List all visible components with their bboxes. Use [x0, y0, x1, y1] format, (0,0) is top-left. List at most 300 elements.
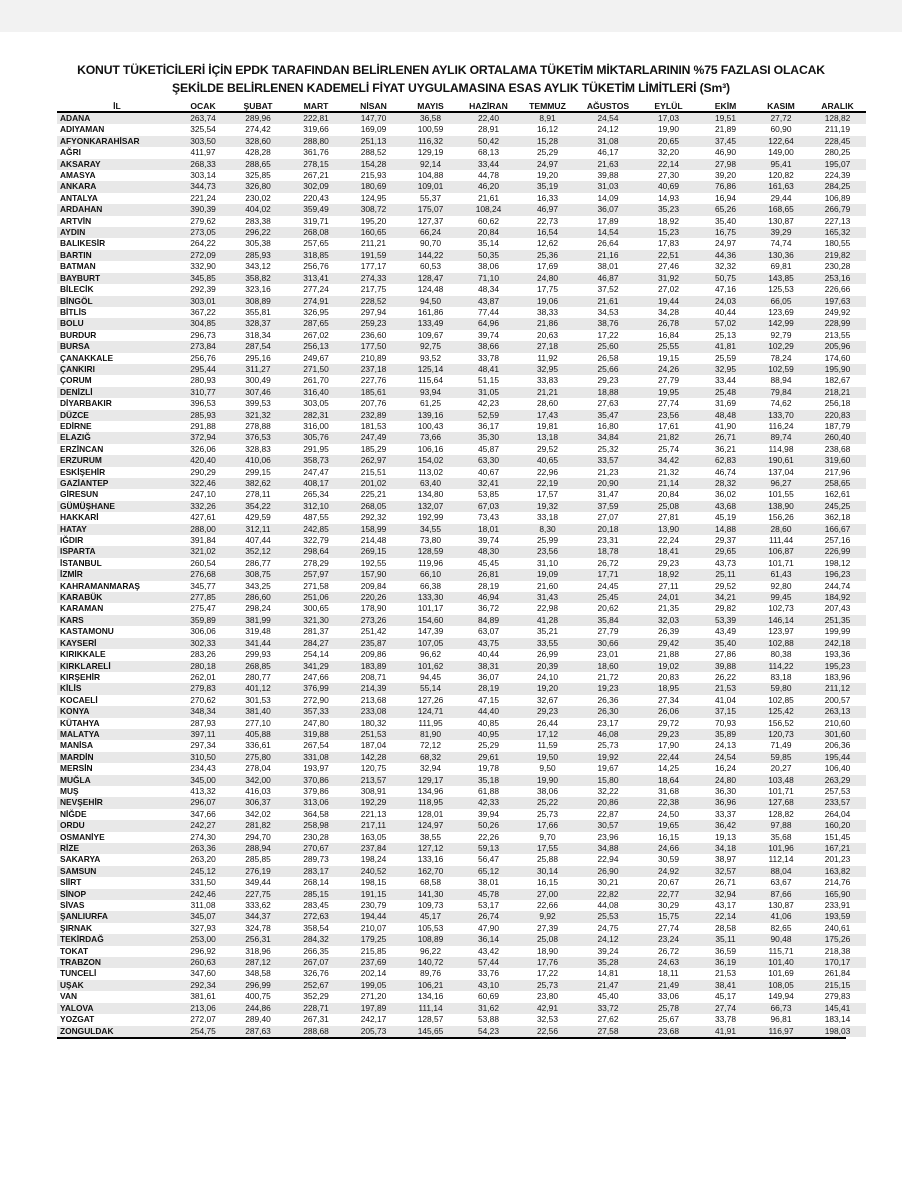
- monthly-limit-cell: 96,81: [753, 1014, 809, 1025]
- monthly-limit-cell: 226,66: [809, 284, 866, 295]
- monthly-limit-cell: 429,59: [229, 512, 287, 523]
- province-name-cell: KASTAMONU: [57, 626, 177, 637]
- monthly-limit-cell: 16,12: [518, 124, 577, 135]
- monthly-limit-cell: 345,07: [177, 911, 229, 922]
- monthly-limit-cell: 211,19: [809, 124, 866, 135]
- monthly-limit-cell: 17,55: [518, 843, 577, 854]
- monthly-limit-cell: 257,97: [287, 569, 345, 580]
- monthly-limit-cell: 283,17: [287, 866, 345, 877]
- province-name-cell: SİVAS: [57, 900, 177, 911]
- table-row: [57, 353, 866, 364]
- monthly-limit-cell: 187,79: [809, 421, 866, 432]
- monthly-limit-cell: 23,56: [639, 410, 698, 421]
- monthly-limit-cell: 25,32: [577, 444, 639, 455]
- table-row: [57, 718, 866, 729]
- monthly-limit-cell: 162,70: [402, 866, 459, 877]
- province-name-cell: AFYONKARAHİSAR: [57, 136, 177, 147]
- monthly-limit-cell: 211,21: [345, 238, 402, 249]
- monthly-limit-cell: 127,37: [402, 216, 459, 227]
- monthly-limit-cell: 319,88: [287, 729, 345, 740]
- province-name-cell: SAMSUN: [57, 866, 177, 877]
- monthly-limit-cell: 68,58: [402, 877, 459, 888]
- monthly-limit-cell: 21,72: [577, 672, 639, 683]
- monthly-limit-cell: 43,75: [459, 638, 518, 649]
- monthly-limit-cell: 19,92: [577, 752, 639, 763]
- monthly-limit-cell: 48,48: [698, 410, 753, 421]
- province-name-cell: KARAMAN: [57, 603, 177, 614]
- top-margin-band: [0, 0, 902, 32]
- monthly-limit-cell: 264,04: [809, 809, 866, 820]
- monthly-limit-cell: 21,63: [577, 159, 639, 170]
- monthly-limit-cell: 336,61: [229, 740, 287, 751]
- monthly-limit-cell: 294,70: [229, 832, 287, 843]
- monthly-limit-cell: 31,03: [577, 181, 639, 192]
- monthly-limit-cell: 405,88: [229, 729, 287, 740]
- monthly-limit-cell: 134,96: [402, 786, 459, 797]
- monthly-limit-cell: 47,90: [459, 923, 518, 934]
- province-name-cell: BİTLİS: [57, 307, 177, 318]
- monthly-limit-cell: 267,21: [287, 170, 345, 181]
- monthly-limit-cell: 359,89: [177, 615, 229, 626]
- monthly-limit-cell: 313,41: [287, 273, 345, 284]
- monthly-limit-cell: 163,82: [809, 866, 866, 877]
- monthly-limit-cell: 344,73: [177, 181, 229, 192]
- monthly-limit-cell: 285,93: [177, 410, 229, 421]
- monthly-limit-cell: 22,40: [459, 112, 518, 124]
- monthly-limit-cell: 180,55: [809, 238, 866, 249]
- monthly-limit-cell: 181,53: [345, 421, 402, 432]
- monthly-limit-cell: 125,53: [753, 284, 809, 295]
- monthly-limit-cell: 17,76: [518, 957, 577, 968]
- monthly-limit-cell: 233,57: [809, 797, 866, 808]
- monthly-limit-cell: 318,96: [229, 946, 287, 957]
- monthly-limit-cell: 52,59: [459, 410, 518, 421]
- monthly-limit-cell: 292,32: [345, 512, 402, 523]
- monthly-limit-cell: 21,49: [639, 980, 698, 991]
- table-row: [57, 341, 866, 352]
- monthly-limit-cell: 24,80: [518, 273, 577, 284]
- monthly-limit-cell: 307,46: [229, 387, 287, 398]
- monthly-limit-cell: 268,08: [287, 227, 345, 238]
- monthly-limit-cell: 147,70: [345, 112, 402, 124]
- monthly-limit-cell: 27,30: [639, 170, 698, 181]
- monthly-limit-cell: 267,07: [287, 957, 345, 968]
- table-row: [57, 364, 866, 375]
- monthly-limit-cell: 106,40: [809, 763, 866, 774]
- monthly-limit-cell: 56,47: [459, 854, 518, 865]
- monthly-limit-cell: 247,49: [345, 432, 402, 443]
- monthly-limit-cell: 22,14: [698, 911, 753, 922]
- table-row: [57, 1003, 866, 1014]
- table-row: [57, 204, 866, 215]
- monthly-limit-cell: 149,00: [753, 147, 809, 158]
- monthly-limit-cell: 51,15: [459, 375, 518, 386]
- monthly-limit-cell: 32,67: [518, 695, 577, 706]
- monthly-limit-cell: 44,36: [698, 250, 753, 261]
- monthly-limit-cell: 25,36: [518, 250, 577, 261]
- monthly-limit-cell: 113,02: [402, 467, 459, 478]
- monthly-limit-cell: 144,22: [402, 250, 459, 261]
- monthly-limit-cell: 68,13: [459, 147, 518, 158]
- monthly-limit-cell: 20,63: [518, 330, 577, 341]
- monthly-limit-cell: 19,06: [518, 296, 577, 307]
- monthly-limit-cell: 209,84: [345, 581, 402, 592]
- monthly-limit-cell: 352,12: [229, 546, 287, 557]
- table-row: [57, 729, 866, 740]
- monthly-limit-cell: 242,85: [287, 524, 345, 535]
- province-name-cell: BATMAN: [57, 261, 177, 272]
- monthly-limit-cell: 348,58: [229, 968, 287, 979]
- monthly-limit-cell: 87,66: [753, 889, 809, 900]
- table-row: [57, 512, 866, 523]
- table-row: [57, 820, 866, 831]
- province-name-cell: UŞAK: [57, 980, 177, 991]
- monthly-limit-cell: 196,23: [809, 569, 866, 580]
- monthly-limit-cell: 220,83: [809, 410, 866, 421]
- monthly-limit-cell: 19,90: [518, 775, 577, 786]
- monthly-limit-cell: 96,27: [753, 478, 809, 489]
- table-row: [57, 752, 866, 763]
- monthly-limit-cell: 381,99: [229, 615, 287, 626]
- monthly-limit-cell: 31,69: [698, 398, 753, 409]
- monthly-limit-cell: 344,37: [229, 911, 287, 922]
- monthly-limit-cell: 30,66: [577, 638, 639, 649]
- monthly-limit-cell: 245,12: [177, 866, 229, 877]
- monthly-limit-cell: 237,18: [345, 364, 402, 375]
- monthly-limit-cell: 26,74: [459, 911, 518, 922]
- monthly-limit-cell: 61,88: [459, 786, 518, 797]
- monthly-limit-cell: 33,83: [518, 375, 577, 386]
- province-name-cell: EDİRNE: [57, 421, 177, 432]
- monthly-limit-cell: 161,86: [402, 307, 459, 318]
- monthly-limit-cell: 123,69: [753, 307, 809, 318]
- province-name-cell: ADIYAMAN: [57, 124, 177, 135]
- monthly-limit-cell: 59,13: [459, 843, 518, 854]
- monthly-limit-cell: 23,01: [577, 649, 639, 660]
- table-row: [57, 444, 866, 455]
- monthly-limit-cell: 271,50: [287, 364, 345, 375]
- monthly-limit-cell: 92,80: [753, 581, 809, 592]
- monthly-limit-cell: 33,78: [459, 353, 518, 364]
- monthly-limit-cell: 43,42: [459, 946, 518, 957]
- monthly-limit-cell: 280,93: [177, 375, 229, 386]
- monthly-limit-cell: 106,87: [753, 546, 809, 557]
- table-row: [57, 695, 866, 706]
- monthly-limit-cell: 303,50: [177, 136, 229, 147]
- monthly-limit-cell: 39,20: [698, 170, 753, 181]
- monthly-limit-cell: 38,97: [698, 854, 753, 865]
- monthly-limit-cell: 283,26: [177, 649, 229, 660]
- monthly-limit-cell: 25,29: [518, 147, 577, 158]
- monthly-limit-cell: 23,80: [518, 991, 577, 1002]
- monthly-limit-cell: 27,81: [639, 512, 698, 523]
- province-name-cell: KOCAELİ: [57, 695, 177, 706]
- monthly-limit-cell: 289,40: [229, 1014, 287, 1025]
- monthly-limit-cell: 14,88: [698, 524, 753, 535]
- monthly-limit-cell: 22,51: [639, 250, 698, 261]
- province-name-cell: ŞANLIURFA: [57, 911, 177, 922]
- monthly-limit-cell: 300,65: [287, 603, 345, 614]
- monthly-limit-cell: 29,52: [518, 444, 577, 455]
- monthly-limit-cell: 26,99: [518, 649, 577, 660]
- monthly-limit-cell: 19,13: [698, 832, 753, 843]
- monthly-limit-cell: 192,29: [345, 797, 402, 808]
- column-header-month: NİSAN: [345, 100, 402, 112]
- province-name-cell: KIRIKKALE: [57, 649, 177, 660]
- monthly-limit-cell: 24,03: [698, 296, 753, 307]
- monthly-limit-cell: 25,08: [639, 501, 698, 512]
- monthly-limit-cell: 413,32: [177, 786, 229, 797]
- monthly-limit-cell: 195,44: [809, 752, 866, 763]
- monthly-limit-cell: 44,08: [577, 900, 639, 911]
- province-name-cell: ARDAHAN: [57, 204, 177, 215]
- province-name-cell: VAN: [57, 991, 177, 1002]
- monthly-limit-cell: 362,18: [809, 512, 866, 523]
- monthly-limit-cell: 41,91: [698, 1026, 753, 1037]
- monthly-limit-cell: 381,40: [229, 706, 287, 717]
- monthly-limit-cell: 205,73: [345, 1026, 402, 1037]
- province-name-cell: MUŞ: [57, 786, 177, 797]
- table-row: [57, 478, 866, 489]
- monthly-limit-cell: 20,84: [639, 489, 698, 500]
- monthly-limit-cell: 285,93: [229, 250, 287, 261]
- monthly-limit-cell: 404,02: [229, 204, 287, 215]
- monthly-limit-cell: 25,73: [577, 740, 639, 751]
- province-name-cell: ÇANKIRI: [57, 364, 177, 375]
- monthly-limit-cell: 302,33: [177, 638, 229, 649]
- monthly-limit-cell: 28,91: [459, 124, 518, 135]
- table-header-row: [57, 100, 866, 112]
- table-row: [57, 261, 866, 272]
- monthly-limit-cell: 33,44: [698, 375, 753, 386]
- column-header-il: İL: [57, 100, 177, 112]
- table-row: [57, 124, 866, 135]
- table-row: [57, 911, 866, 922]
- monthly-limit-cell: 178,90: [345, 603, 402, 614]
- monthly-limit-cell: 36,07: [577, 204, 639, 215]
- monthly-limit-cell: 39,29: [753, 227, 809, 238]
- monthly-limit-cell: 257,65: [287, 238, 345, 249]
- monthly-limit-cell: 303,05: [287, 398, 345, 409]
- monthly-limit-cell: 27,79: [577, 626, 639, 637]
- monthly-limit-cell: 34,21: [698, 592, 753, 603]
- table-row: [57, 216, 866, 227]
- monthly-limit-cell: 30,29: [639, 900, 698, 911]
- monthly-limit-cell: 277,85: [177, 592, 229, 603]
- monthly-limit-cell: 17,43: [518, 410, 577, 421]
- monthly-limit-cell: 180,69: [345, 181, 402, 192]
- monthly-limit-cell: 198,15: [345, 877, 402, 888]
- monthly-limit-cell: 40,95: [459, 729, 518, 740]
- monthly-limit-cell: 328,83: [229, 444, 287, 455]
- province-name-cell: DİYARBAKIR: [57, 398, 177, 409]
- table-row: [57, 238, 866, 249]
- monthly-limit-cell: 260,40: [809, 432, 866, 443]
- monthly-limit-cell: 224,39: [809, 170, 866, 181]
- monthly-limit-cell: 145,65: [402, 1026, 459, 1037]
- monthly-limit-cell: 156,52: [753, 718, 809, 729]
- monthly-limit-cell: 41,28: [518, 615, 577, 626]
- table-row: [57, 546, 866, 557]
- monthly-limit-cell: 43,87: [459, 296, 518, 307]
- monthly-limit-cell: 282,31: [287, 410, 345, 421]
- monthly-limit-cell: 88,94: [753, 375, 809, 386]
- monthly-limit-cell: 232,89: [345, 410, 402, 421]
- monthly-limit-cell: 26,72: [577, 558, 639, 569]
- monthly-limit-cell: 21,14: [639, 478, 698, 489]
- monthly-limit-cell: 39,74: [459, 535, 518, 546]
- monthly-limit-cell: 28,58: [698, 923, 753, 934]
- table-row: [57, 147, 866, 158]
- monthly-limit-cell: 25,29: [459, 740, 518, 751]
- monthly-limit-cell: 128,01: [402, 809, 459, 820]
- monthly-limit-cell: 115,71: [753, 946, 809, 957]
- monthly-limit-cell: 220,26: [345, 592, 402, 603]
- monthly-limit-cell: 89,74: [753, 432, 809, 443]
- monthly-limit-cell: 57,44: [459, 957, 518, 968]
- monthly-limit-cell: 233,08: [345, 706, 402, 717]
- monthly-limit-cell: 26,06: [639, 706, 698, 717]
- monthly-limit-cell: 270,62: [177, 695, 229, 706]
- title-line-1: KONUT TÜKETİCİLERİ İÇİN EPDK TARAFINDAN BELİRLENEN AYLIK ORTALAMA TÜKETİM MİKTARLARININ %75 FAZLASI OLACAK: [77, 63, 825, 77]
- monthly-limit-cell: 35,21: [518, 626, 577, 637]
- monthly-limit-cell: 41,90: [698, 421, 753, 432]
- monthly-limit-cell: 27,07: [577, 512, 639, 523]
- monthly-limit-cell: 287,65: [287, 318, 345, 329]
- monthly-limit-cell: 244,74: [809, 581, 866, 592]
- monthly-limit-cell: 114,22: [753, 661, 809, 672]
- monthly-limit-cell: 226,99: [809, 546, 866, 557]
- monthly-limit-cell: 28,19: [459, 581, 518, 592]
- monthly-limit-cell: 39,94: [459, 809, 518, 820]
- monthly-limit-cell: 50,26: [459, 820, 518, 831]
- monthly-limit-cell: 185,61: [345, 387, 402, 398]
- province-name-cell: HATAY: [57, 524, 177, 535]
- monthly-limit-cell: 31,08: [577, 136, 639, 147]
- monthly-limit-cell: 277,10: [229, 718, 287, 729]
- monthly-limit-cell: 381,61: [177, 991, 229, 1002]
- monthly-limit-cell: 29,61: [459, 752, 518, 763]
- monthly-limit-cell: 157,90: [345, 569, 402, 580]
- monthly-limit-cell: 27,62: [577, 1014, 639, 1025]
- monthly-limit-cell: 108,24: [459, 204, 518, 215]
- monthly-limit-cell: 107,05: [402, 638, 459, 649]
- monthly-limit-cell: 112,14: [753, 854, 809, 865]
- monthly-limit-cell: 128,57: [402, 1014, 459, 1025]
- monthly-limit-cell: 66,24: [402, 227, 459, 238]
- monthly-limit-cell: 256,76: [287, 261, 345, 272]
- province-name-cell: SAKARYA: [57, 854, 177, 865]
- table-row: [57, 330, 866, 341]
- monthly-limit-cell: 38,06: [518, 786, 577, 797]
- table-row: [57, 854, 866, 865]
- monthly-limit-cell: 22,44: [639, 752, 698, 763]
- monthly-limit-cell: 32,22: [577, 786, 639, 797]
- monthly-limit-cell: 308,91: [345, 786, 402, 797]
- monthly-limit-cell: 36,02: [698, 489, 753, 500]
- monthly-limit-cell: 175,07: [402, 204, 459, 215]
- monthly-limit-cell: 26,36: [577, 695, 639, 706]
- monthly-limit-cell: 323,16: [229, 284, 287, 295]
- monthly-limit-cell: 301,53: [229, 695, 287, 706]
- monthly-limit-cell: 101,96: [753, 843, 809, 854]
- monthly-limit-cell: 33,37: [698, 809, 753, 820]
- monthly-limit-cell: 230,02: [229, 193, 287, 204]
- monthly-limit-cell: 34,84: [577, 432, 639, 443]
- monthly-limit-cell: 296,99: [229, 980, 287, 991]
- monthly-limit-cell: 257,53: [809, 786, 866, 797]
- monthly-limit-cell: 256,76: [177, 353, 229, 364]
- monthly-limit-cell: 230,28: [287, 832, 345, 843]
- monthly-limit-cell: 45,87: [459, 444, 518, 455]
- monthly-limit-cell: 101,71: [753, 786, 809, 797]
- monthly-limit-cell: 93,94: [402, 387, 459, 398]
- monthly-limit-cell: 286,77: [229, 558, 287, 569]
- monthly-limit-cell: 35,40: [698, 638, 753, 649]
- monthly-limit-cell: 214,76: [809, 877, 866, 888]
- monthly-limit-cell: 27,98: [698, 159, 753, 170]
- monthly-limit-cell: 30,14: [518, 866, 577, 877]
- monthly-limit-cell: 63,67: [753, 877, 809, 888]
- monthly-limit-cell: 221,24: [177, 193, 229, 204]
- province-name-cell: KIRŞEHİR: [57, 672, 177, 683]
- monthly-limit-cell: 28,60: [518, 398, 577, 409]
- monthly-limit-cell: 298,64: [287, 546, 345, 557]
- table-row: [57, 946, 866, 957]
- monthly-limit-cell: 128,59: [402, 546, 459, 557]
- monthly-limit-cell: 407,44: [229, 535, 287, 546]
- table-row: [57, 968, 866, 979]
- monthly-limit-cell: 64,96: [459, 318, 518, 329]
- monthly-limit-cell: 272,63: [287, 911, 345, 922]
- monthly-limit-cell: 46,74: [698, 467, 753, 478]
- monthly-limit-cell: 376,53: [229, 432, 287, 443]
- monthly-limit-cell: 57,02: [698, 318, 753, 329]
- monthly-limit-cell: 81,90: [402, 729, 459, 740]
- monthly-limit-cell: 74,62: [753, 398, 809, 409]
- table-row: [57, 638, 866, 649]
- monthly-limit-cell: 400,75: [229, 991, 287, 1002]
- column-header-month: MAYIS: [402, 100, 459, 112]
- monthly-limit-cell: 254,75: [177, 1026, 229, 1037]
- monthly-limit-cell: 14,93: [639, 193, 698, 204]
- province-name-cell: ORDU: [57, 820, 177, 831]
- monthly-limit-cell: 24,54: [698, 752, 753, 763]
- monthly-limit-cell: 35,19: [518, 181, 577, 192]
- table-row: [57, 558, 866, 569]
- monthly-limit-cell: 298,24: [229, 603, 287, 614]
- table-row: [57, 398, 866, 409]
- monthly-limit-cell: 261,84: [809, 968, 866, 979]
- monthly-limit-cell: 274,30: [177, 832, 229, 843]
- monthly-limit-cell: 137,04: [753, 467, 809, 478]
- monthly-limit-cell: 162,61: [809, 489, 866, 500]
- monthly-limit-cell: 184,92: [809, 592, 866, 603]
- monthly-limit-cell: 15,75: [639, 911, 698, 922]
- monthly-limit-cell: 101,17: [402, 603, 459, 614]
- monthly-limit-cell: 233,91: [809, 900, 866, 911]
- monthly-limit-cell: 215,85: [345, 946, 402, 957]
- table-row: [57, 159, 866, 170]
- monthly-limit-cell: 364,58: [287, 809, 345, 820]
- province-name-cell: SİİRT: [57, 877, 177, 888]
- monthly-limit-cell: 134,80: [402, 489, 459, 500]
- consumption-limits-table: [57, 100, 866, 1037]
- monthly-limit-cell: 36,17: [459, 421, 518, 432]
- monthly-limit-cell: 45,19: [698, 512, 753, 523]
- monthly-limit-cell: 17,75: [518, 284, 577, 295]
- monthly-limit-cell: 42,33: [459, 797, 518, 808]
